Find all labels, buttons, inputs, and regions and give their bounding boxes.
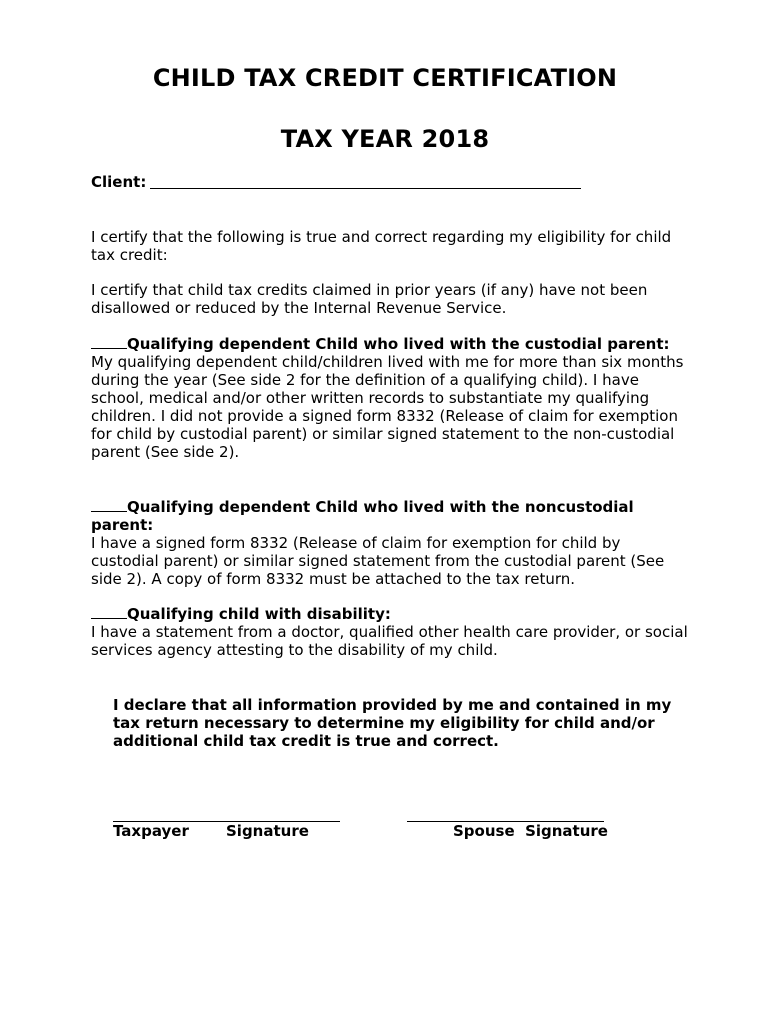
section-heading: Qualifying dependent Child who lived with the custodial parent: bbox=[127, 335, 670, 353]
declaration-statement: I declare that all information provided by me and contained in my tax return necessary to determine my eligibility for child and/or additional child tax credit is true and correct. bbox=[113, 696, 672, 750]
intro-statement: I certify that the following is true and correct regarding my eligibility for child tax credit: bbox=[91, 228, 672, 264]
document-title: CHILD TAX CREDIT CERTIFICATION bbox=[152, 64, 618, 92]
taxpayer-label: Taxpayer bbox=[113, 822, 189, 840]
checkbox-blank-disability[interactable] bbox=[91, 605, 127, 619]
prior-years-statement: I certify that child tax credits claimed in prior years (if any) have not been disallowed or reduced by the Internal Revenue Service. bbox=[91, 281, 648, 317]
client-input-line[interactable] bbox=[150, 188, 581, 189]
section-body: I have a statement from a doctor, qualified other health care provider, or social services agency attesting to the disability of my child. bbox=[91, 623, 688, 659]
section-heading: Qualifying child with disability: bbox=[127, 605, 391, 623]
section-disability bbox=[91, 605, 691, 659]
tax-year-heading: TAX YEAR 2018 bbox=[280, 125, 490, 153]
taxpayer-signature-label: Signature bbox=[226, 822, 309, 840]
section-custodial-parent bbox=[91, 335, 691, 461]
spouse-signature-label: Spouse Signature bbox=[453, 822, 608, 840]
section-noncustodial-parent bbox=[91, 498, 691, 588]
client-label: Client: bbox=[91, 173, 147, 191]
section-heading: Qualifying dependent Child who lived with the noncustodial parent: bbox=[91, 498, 634, 534]
checkbox-blank-custodial[interactable] bbox=[91, 335, 127, 349]
section-body: I have a signed form 8332 (Release of claim for exemption for child by custodial parent) or similar signed statement from the custodial parent (See side 2). A copy of form 8332 must be attached to the tax return. bbox=[91, 534, 665, 588]
checkbox-blank-noncustodial[interactable] bbox=[91, 498, 127, 512]
section-body: My qualifying dependent child/children lived with me for more than six months during the year (See side 2 for the definition of a qualifying child). I have school, medical and/or other written records to substantiate my qualifying children. I did not provide a signed form 8332 (Release of claim for exemption for child by custodial parent) or similar signed statement to the non-custodial parent (See side 2). bbox=[91, 353, 684, 461]
